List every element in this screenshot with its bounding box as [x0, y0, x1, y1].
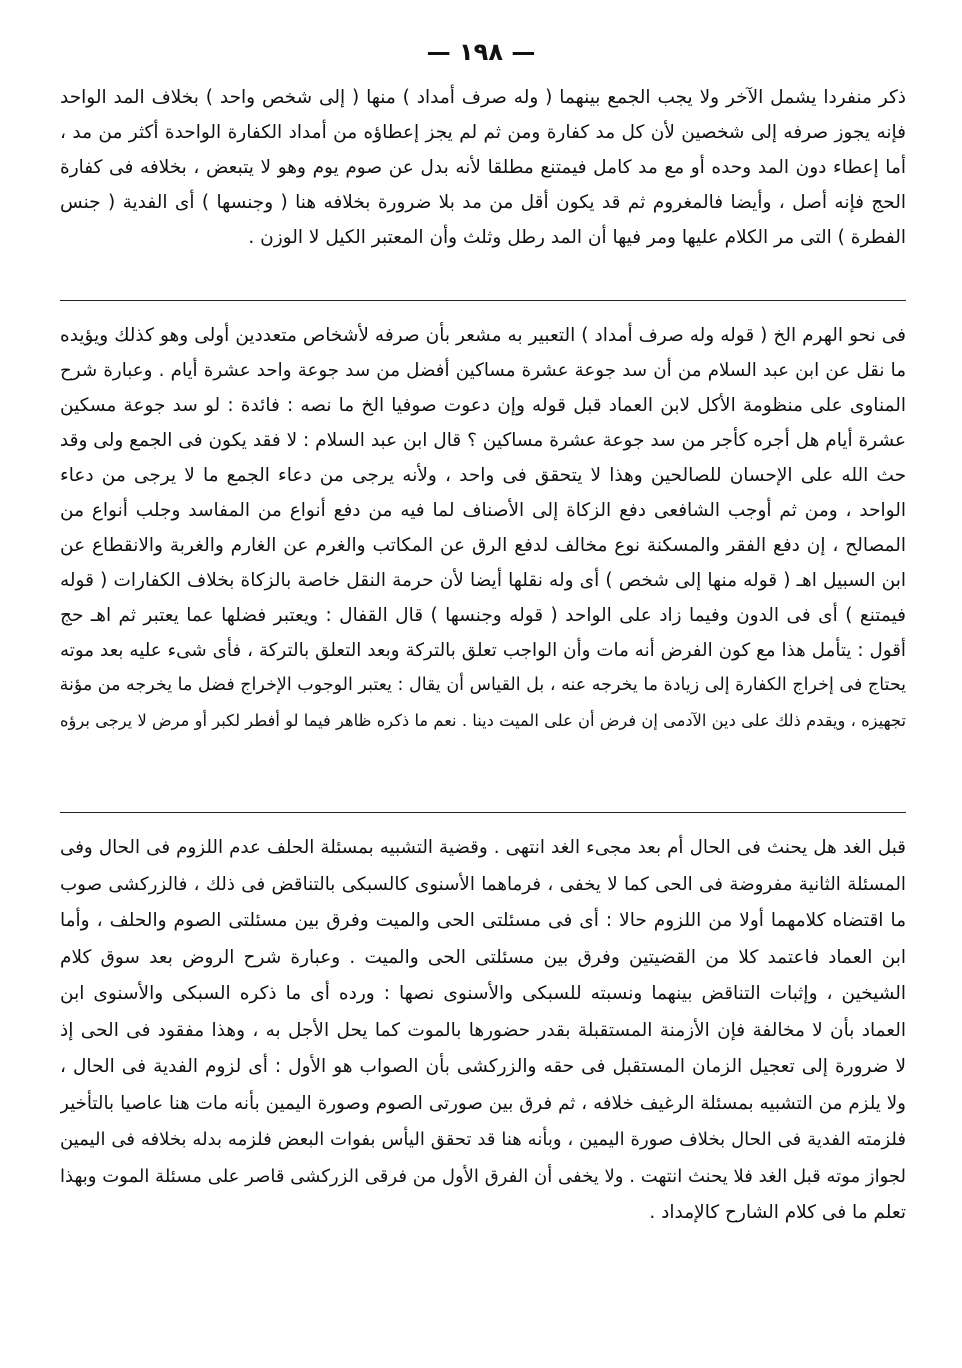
commentary-block-1 — [60, 318, 906, 738]
commentary-line: ابن السبيل اهـ ( قوله منها إلى شخص ) أى وله نقلها أيضا لأن حرمة النقل خاصة بالزكاة بخلاف الكفارات ( قوله — [60, 570, 906, 591]
commentary-line: ما نقل عن ابن عبد السلام من أن سد جوعة عشرة مساكين أفضل من سد جوعة واحد عشرة أيام . وعبارة شرح — [60, 360, 906, 381]
commentary-line: ما اقتضاه كلامهما أولا من اللزوم حالا : أى فى مسئلتى الحى والميت وفرق بين مسئلتى الصوم والحلف ، وأما — [60, 910, 906, 931]
main-text-block — [60, 80, 906, 255]
commentary-line: فلزمته الفدية فى الحال بخلاف صورة اليمين ، وبأنه هنا قد تحقق اليأس بفوات البعض فلزمه بدله بخلافه فى اليمين — [60, 1129, 906, 1150]
main-text-line: الفطرة ) التى مر الكلام عليها ومر فيها أن المد رطل وثلث وأن المعتبر الكيل لا الوزن . — [248, 227, 906, 248]
main-text-line: أما إعطاء دون المد وحده أو مع مد كامل فيمتنع مطلقا لأنه بدل عن صوم يوم وهو لا يتبعض ، بخلافه فى كفارة — [60, 157, 906, 178]
commentary-line: المسئلة الثانية مفروضة فى الحى كما لا يخفى ، فرماهما الأسنوى كالسبكى بالتناقض فى ذلك ، فالزركشى صوب — [60, 873, 906, 895]
commentary-line: عشرة أيام هل أجره كأجر من سد جوعة عشرة مساكين ؟ قال ابن عبد السلام : لا فقد يكون فى الجمع ولى وقد — [60, 430, 906, 451]
commentary-line: فيمتنع ) أى فى الدون وفيما زاد على الواحد ( قوله وجنسها ) قال القفال : ويعتبر فضلها عما يعتبر ثم اهـ حج — [60, 605, 906, 626]
commentary-line: الشيخين ، وإثبات التناقض بينهما ونسبته للسبكى والأسنوى نصها : ورده أى ما ذكره السبكى والأسنوى ابن — [60, 983, 906, 1004]
commentary-line: تعلم ما فى كلام الشارح كالإمداد . — [649, 1202, 906, 1223]
main-text-line: الحج فإنه أصل ، وأيضا فالمغروم ثم قد يكون أقل من مد بلا ضرورة بخلافه هنا ( وجنسها ) أى الفدية ( جنس — [60, 192, 906, 213]
commentary-line: الواحد ، ومن ثم أوجب الشافعى دفع الزكاة إلى الأصناف لما فيه من دفع أنواع من المفاسد وجلب أنواع من — [60, 500, 906, 521]
commentary-line: فى نحو الهرم الخ ( قوله وله صرف أمداد ) التعبير به مشعر بأن صرفه لأشخاص متعددين أولى وهو كذلك ويؤيده — [60, 325, 906, 346]
section-divider — [60, 812, 906, 813]
commentary-line: أقول : يتأمل هذا مع كون الفرض أنه مات وأن الواجب تعلق بالتركة وبعد التعلق بالتركة ، فأى شىء عليه بعد موته — [60, 640, 906, 661]
main-text-line: فإنه يجوز صرفه إلى شخصين لأن كل مد كفارة ومن ثم لم يجز إعطاؤه من أمداد الكفارة الواحدة أكثر من مد ، — [60, 122, 906, 143]
section-divider — [60, 300, 906, 301]
commentary-line: العماد بأن لا مخالفة فإن الأزمنة المستقبلة بقدر حضورها بالموت كما يحل الأجل به ، وهذا مفقود فى الحى إذ — [60, 1019, 906, 1041]
commentary-line: المناوى على منظومة الأكل لابن العماد قبل قوله وإن دعوت صوفيا الخ ما نصه : فائدة : لو سد جوعة مسكين — [60, 395, 906, 416]
commentary-block-2 — [60, 830, 906, 1232]
commentary-line: ولا يلزم من التشبيه بمسئلة الرغيف خلافه ، ثم فرق بين صورتى الصوم وصورة اليمين بأنه مات هنا عاصيا بالتأخير — [60, 1092, 906, 1114]
commentary-line: يحتاج فى إخراج الكفارة إلى زيادة ما يخرجه عنه ، بل القياس أن يقال : يعتبر الوجوب الإخراج فضل ما يخرجه من مؤنة — [60, 675, 906, 695]
commentary-line: لا ضرورة إلى تعجيل الزمان المستقبل فى حقه والزركشى بأن الصواب هو الأول : أى لزوم الفدية فى الحال ، — [60, 1056, 906, 1077]
commentary-line: تجهيزه ، ويقدم ذلك على دين الآدمى إن فرض أن على الميت دينا . نعم ما ذكره ظاهر فيما لو أفطر لكبر أو مرض لا يرجى برؤه — [60, 711, 906, 730]
commentary-line: حث الله على الإحسان للصالحين وهذا لا يتحقق فى واحد ، ولأنه يرجى من دعاء الجمع ما لا يرجى من دعاء — [60, 465, 906, 486]
main-text-line: ذكر منفردا يشمل الآخر ولا يجب الجمع بينهما ( وله صرف أمداد ) منها ( إلى شخص واحد ) بخلاف المد الواحد — [60, 87, 906, 108]
commentary-line: لجواز موته قبل الغد فلا يحنث انتهت . ولا يخفى أن الفرق الأول من فرقى الزركشى قاصر على مسئلة الموت وبهذا — [60, 1165, 906, 1187]
commentary-line: قبل الغد هل يحنث فى الحال أم بعد مجىء الغد انتهى . وقضية التشبيه بمسئلة الحلف عدم اللزوم فى الحال وفى — [60, 837, 906, 858]
page-number: — ١٩٨ — — [426, 38, 536, 66]
commentary-line: المصالح ، إن دفع الفقر والمسكنة نوع مخالف لدفع الرق عن المكاتب والغرم عن الغارم والغربة والانقطاع عن — [60, 535, 906, 556]
commentary-line: ابن العماد فاعتمد كلا من القضيتين وفرق بين مسئلتى الحى والميت . وعبارة شرح الروض بعد سوق كلام — [60, 946, 906, 968]
